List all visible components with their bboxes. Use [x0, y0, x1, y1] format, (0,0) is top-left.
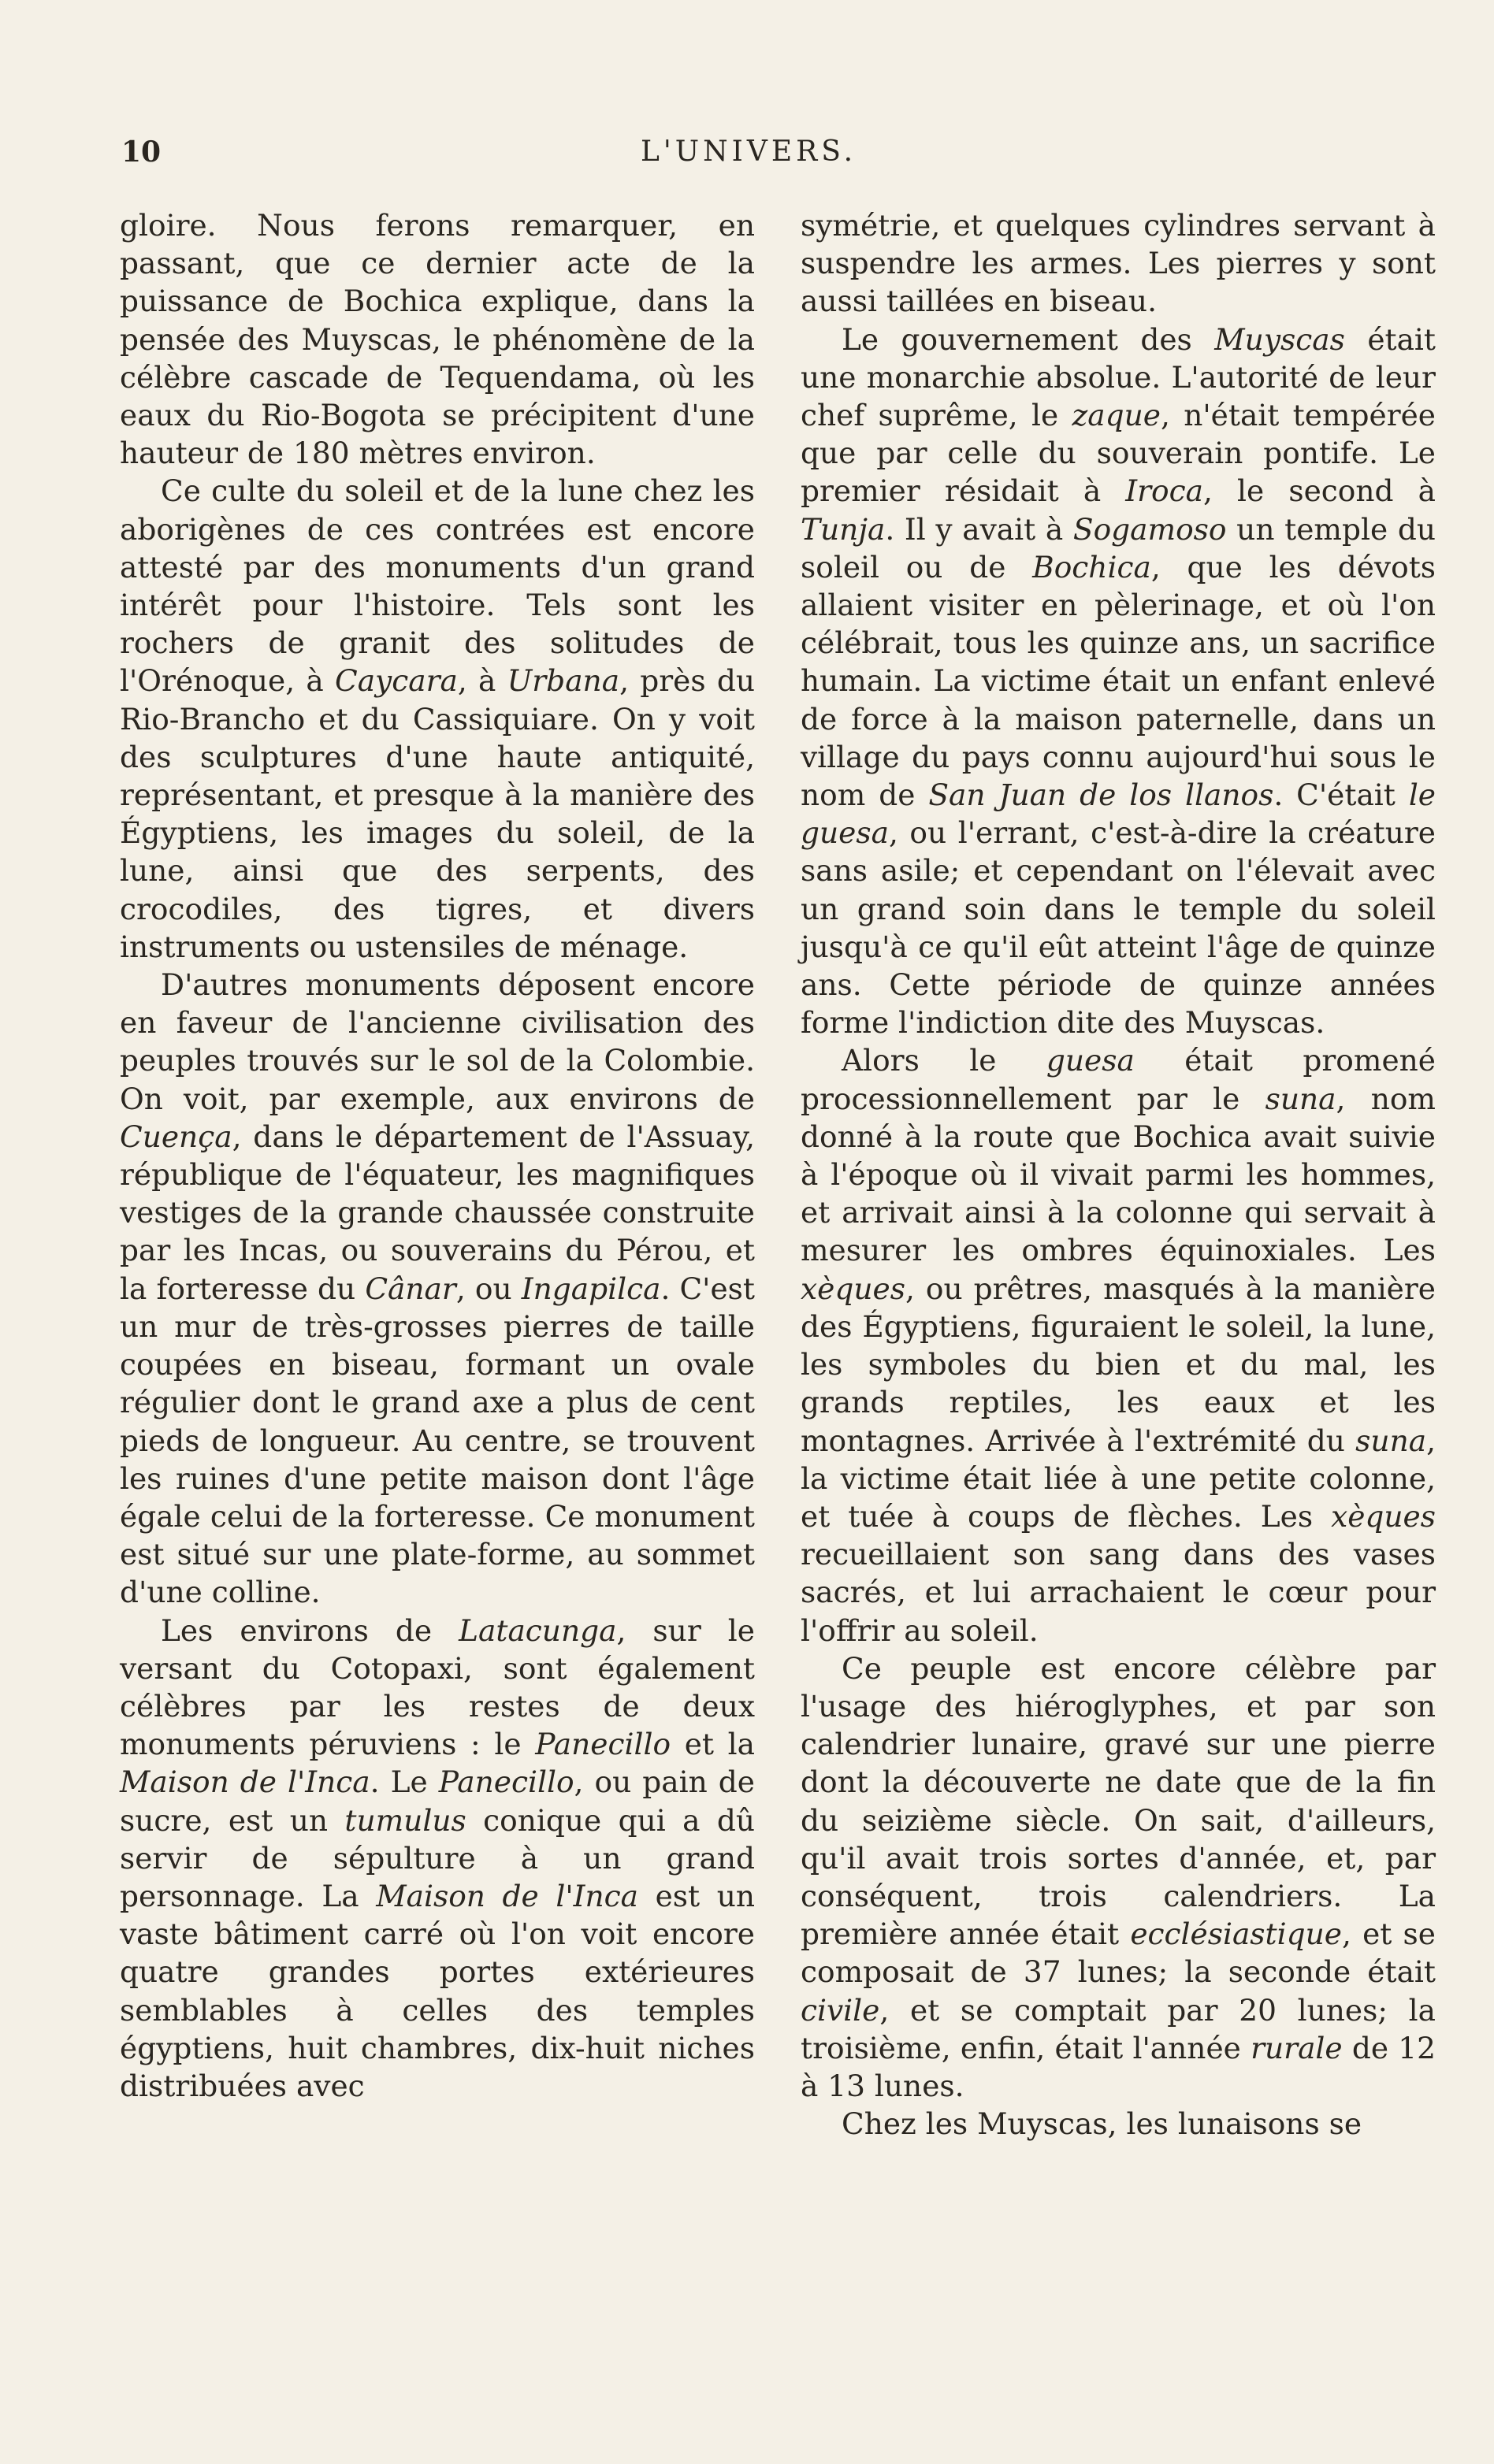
italic-term: ecclésiastique [1130, 1917, 1342, 1952]
text-run: est un vaste bâtiment carré où l'on voit encore quatre grandes portes extérieures semblables à celles des temples égyptiens, huit chambres, dix-huit niches distribuées avec [120, 1878, 755, 2103]
text-run: , n'était tempérée que par celle du souverain pontife. Le premier résidait à [801, 398, 1436, 509]
text-run: Ce peuple est encore célèbre par l'usage des hiéroglyphes, et par son calendrier lunaire, gravé sur une pierre dont la découverte ne date que de la fin du seizième siècle. On sait, d'ailleurs, qu'il avait trois sortes d'année, et, par conséquent, trois calendriers. La première année était [801, 1650, 1436, 1952]
text-run: recueillaient son sang dans des vases sacrés, et lui arrachaient le cœur pour l'offrir au soleil. [801, 1537, 1436, 1648]
text-run: conique qui a dû servir de sépulture à un grand personnage. La [120, 1802, 756, 1913]
text-run: un temple du soleil ou de [801, 511, 1436, 584]
text-run: , ou [455, 1271, 522, 1306]
italic-term: Maison de l'Inca [120, 1765, 370, 1800]
italic-term: xèques [801, 1271, 905, 1306]
text-run: de 12 à 13 lunes. [801, 2030, 1436, 2103]
italic-term: suna [1265, 1081, 1336, 1116]
italic-term: Muyscas [1214, 321, 1345, 357]
paragraph [801, 321, 1436, 1042]
italic-term: Sogamoso [1072, 511, 1227, 547]
text-run: Alors le [842, 1043, 1046, 1078]
paragraph [801, 1041, 1436, 1649]
italic-term: Tunja [801, 511, 886, 547]
text-run: Ce culte du soleil et de la lune chez les aborigènes de ces contrées est encore attesté par des monuments d'un grand intérêt pour l'histoire. Tels sont les rochers de granit des solitudes de l'Orénoque, à [120, 473, 755, 699]
italic-term: Panecillo [438, 1765, 574, 1800]
italic-term: Panecillo [535, 1727, 671, 1762]
right-column [801, 206, 1436, 2143]
text-run: gloire. Nous ferons remarquer, en passant, que ce dernier acte de la puissance de Bochica explique, dans la pensée des Muyscas, le phénomène de la célèbre cascade de Tequendama, où les eaux du Rio-Bogota se précipitent d'une hauteur de 180 mètres environ. [120, 208, 755, 471]
paragraph [801, 2105, 1436, 2143]
italic-term: Bochica [1032, 549, 1151, 584]
italic-term: Latacunga [459, 1612, 617, 1648]
paragraph [801, 1649, 1436, 2105]
page-header [118, 135, 1379, 175]
italic-term: xèques [1331, 1498, 1436, 1534]
text-run: , à [457, 663, 507, 699]
text-run: . C'est un mur de très-grosses pierres de taille coupées en biseau, formant un ovale régulier dont le grand axe a plus de cent pieds de longueur. Au centre, se trouvent les ruines d'une petite maison dont l'âge égale celui de la forteresse. Ce monument est situé sur une plate-forme, au sommet d'une colline. [120, 1271, 755, 1610]
text-run: , ou l'errant, c'est-à-dire la créature sans asile; et cependant on l'élevait avec un grand soin dans le temple du soleil jusqu'à ce qu'il eût atteint l'âge de quinze ans. Cette période de quinze années forme l'indiction dite des Muyscas. [801, 815, 1436, 1041]
text-run: , nom donné à la route que Bochica avait suivie à l'époque où il vivait parmi les hommes, et arrivait ainsi à la colonne qui servait à mesurer les ombres équinoxiales. Les [801, 1081, 1436, 1268]
text-run: , et se composait de 37 lunes; la seconde était [801, 1917, 1436, 1990]
italic-place-name: Caycara [335, 663, 458, 699]
text-run: , sur le versant du Cotopaxi, sont également célèbres par les restes de deux monuments péruviens : le [120, 1612, 755, 1762]
italic-term: civile [801, 1992, 880, 2028]
text-run: D'autres monuments déposent encore en faveur de l'ancienne civilisation des peuples trouvés sur le sol de la Colombie. On voit, par exemple, aux environs de [120, 967, 755, 1116]
paragraph [801, 206, 1436, 321]
text-run: Le gouvernement des [842, 321, 1215, 357]
text-run: . Le [370, 1765, 439, 1800]
italic-term: Maison de l'Inca [376, 1878, 638, 1913]
running-title: L'UNIVERS. [640, 135, 857, 168]
italic-place-name: Ingapilca [521, 1271, 661, 1306]
text-run: , le second à [1202, 473, 1436, 509]
italic-place-name: Urbana [507, 663, 620, 699]
text-run: et la [671, 1727, 756, 1762]
text-run: Les environs de [161, 1612, 459, 1648]
italic-place-name: Cânar [365, 1271, 456, 1306]
left-column [120, 206, 755, 2105]
italic-term: suna [1355, 1423, 1427, 1458]
text-run: , et se comptait par 20 lunes; la troisième, enfin, était l'année [801, 1992, 1436, 2065]
text-run: , près du Rio-Brancho et du Cassiquiare. On y voit des sculptures d'une haute antiquité, représentant, et presque à la manière des Égyptiens, les images du soleil, de la lune, ainsi que des serpents, des crocodiles, des tigres, et divers instruments ou ustensiles de ménage. [120, 663, 755, 964]
text-run: était promené processionnellement par le [801, 1043, 1436, 1116]
page-number: 10 [121, 135, 162, 169]
paragraph [120, 206, 755, 472]
italic-term: San Juan de los llanos [928, 777, 1274, 813]
italic-term: Iroca [1125, 473, 1203, 509]
text-run: était une monarchie absolue. L'autorité de leur chef suprême, le [801, 321, 1436, 433]
text-run: symétrie, et quelques cylindres servant à suspendre les armes. Les pierres y sont aussi taillées en biseau. [801, 208, 1436, 319]
italic-term: rurale [1251, 2030, 1343, 2065]
text-run: . C'était [1273, 777, 1409, 813]
text-run: . Il y avait à [885, 511, 1073, 547]
text-run: , dans le département de l'Assuay, république de l'équateur, les magnifiques vestiges de la grande chaussée construite par les Incas, ou souverains du Pérou, et la forteresse du [120, 1119, 755, 1306]
italic-term: guesa [1046, 1043, 1135, 1078]
text-run: , la victime était liée à une petite colonne, et tuée à coups de flèches. Les [801, 1423, 1436, 1534]
italic-term: le guesa [801, 777, 1436, 851]
text-run: , ou pain de sucre, est un [120, 1765, 755, 1838]
paragraph [120, 1612, 755, 2106]
paragraph [120, 966, 755, 1611]
italic-term: zaque [1072, 398, 1161, 433]
text-run: , que les dévots allaient visiter en pèlerinage, et où l'on célébrait, tous les quinze ans, un sacrifice humain. La victime était un enfant enlevé de force à la maison paternelle, dans un village du pays connu aujourd'hui sous le nom de [801, 549, 1436, 813]
text-run: Chez les Muyscas, les lunaisons se [842, 2106, 1362, 2142]
text-run: , ou prêtres, masqués à la manière des Égyptiens, figuraient le soleil, la lune, les symboles du bien et du mal, les grands reptiles, les eaux et les montagnes. Arrivée à l'extrémité du [801, 1271, 1436, 1458]
italic-place-name: Cuença [120, 1119, 232, 1154]
paragraph [120, 472, 755, 966]
italic-term: tumulus [344, 1802, 466, 1838]
